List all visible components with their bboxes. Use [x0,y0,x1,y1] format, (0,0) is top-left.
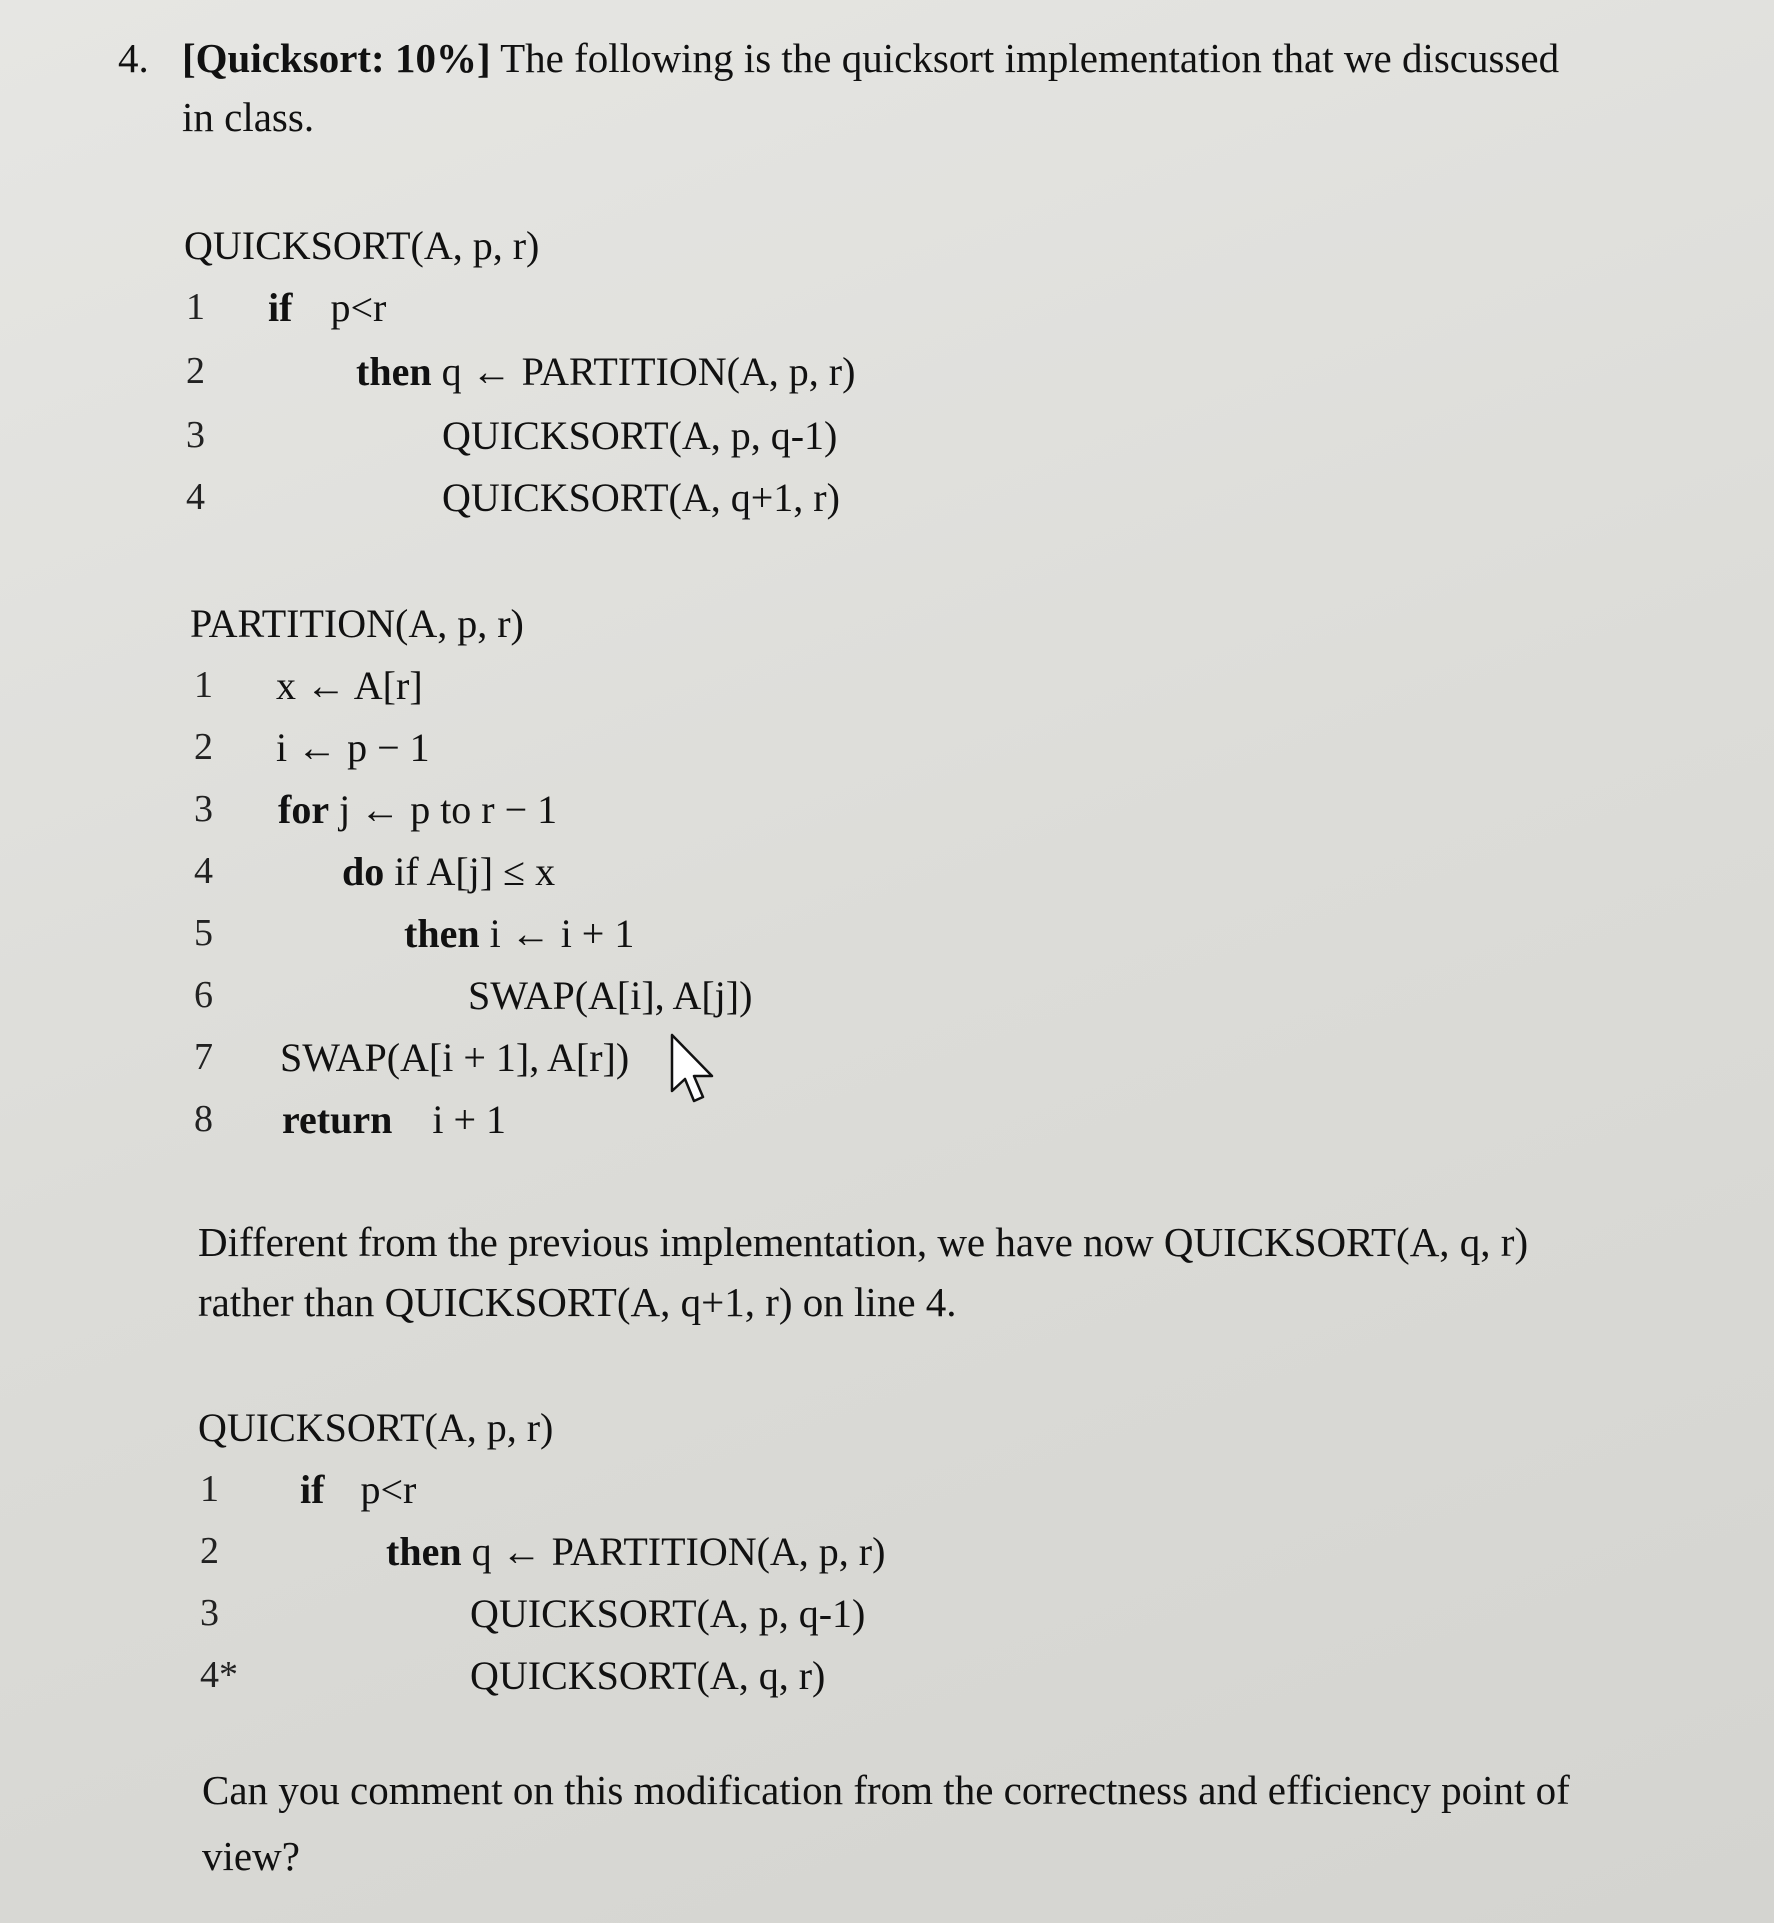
partition-line-6: SWAP(A[i], A[j]) [468,973,753,1018]
partition-line-8: return i + 1 [282,1097,507,1142]
q2-line-number: 1 [200,1468,219,1510]
q2-line-3: QUICKSORT(A, p, q-1) [470,1591,866,1636]
q1-line-number: 3 [186,414,205,456]
q2-line-number: 2 [200,1530,219,1572]
quicksort1-header: QUICKSORT(A, p, r) [184,223,540,268]
partition-line-number: 5 [194,912,213,954]
q2-line-number: 4* [200,1654,238,1696]
q1-line-number: 4 [186,476,205,518]
problem-intro-line1: The following is the quicksort implementation that we discussed [500,35,1560,81]
partition-line-7: SWAP(A[i + 1], A[r]) [280,1035,630,1080]
partition-line-4: do if A[j] ≤ x [342,849,556,894]
problem-intro [182,35,1560,81]
problem-intro-line2: in class. [182,94,315,140]
partition-line-number: 7 [194,1036,213,1078]
q1-line-1: if p<r [268,285,387,330]
q2-line-number: 3 [200,1592,219,1634]
q1-line-4: QUICKSORT(A, q+1, r) [442,475,840,520]
q2-line-1: if p<r [300,1467,417,1512]
partition-header: PARTITION(A, p, r) [190,601,524,646]
q1-line-2: then q ← PARTITION(A, p, r) [356,349,856,394]
q2-line-4: QUICKSORT(A, q, r) [470,1653,826,1698]
partition-line-5: then i ← i + 1 [404,911,635,956]
quicksort2-header: QUICKSORT(A, p, r) [198,1405,554,1450]
partition-line-2: i ← p − 1 [276,725,430,770]
partition-line-1: x ← A[r] [276,663,423,708]
partition-line-number: 1 [194,664,213,706]
difference-line2: rather than QUICKSORT(A, q+1, r) on line 4. [198,1279,957,1325]
partition-line-number: 8 [194,1098,213,1140]
partition-line-number: 6 [194,974,213,1016]
mouse-cursor-icon [670,1033,724,1105]
q1-line-number: 2 [186,350,205,392]
partition-line-number: 2 [194,726,213,768]
question-line1: Can you comment on this modification from the correctness and efficiency point of [202,1767,1570,1813]
q1-line-3: QUICKSORT(A, p, q-1) [442,413,838,458]
difference-line1: Different from the previous implementation, we have now QUICKSORT(A, q, r) [198,1219,1529,1265]
problem-title: [Quicksort: 10%] [182,35,491,81]
question-line2: view? [202,1833,300,1879]
q1-line-number: 1 [186,286,205,328]
partition-line-3: for j ← p to r − 1 [278,787,558,832]
q2-line-2: then q ← PARTITION(A, p, r) [386,1529,886,1574]
problem-number: 4. [118,35,149,81]
partition-line-number: 3 [194,788,213,830]
partition-line-number: 4 [194,850,213,892]
